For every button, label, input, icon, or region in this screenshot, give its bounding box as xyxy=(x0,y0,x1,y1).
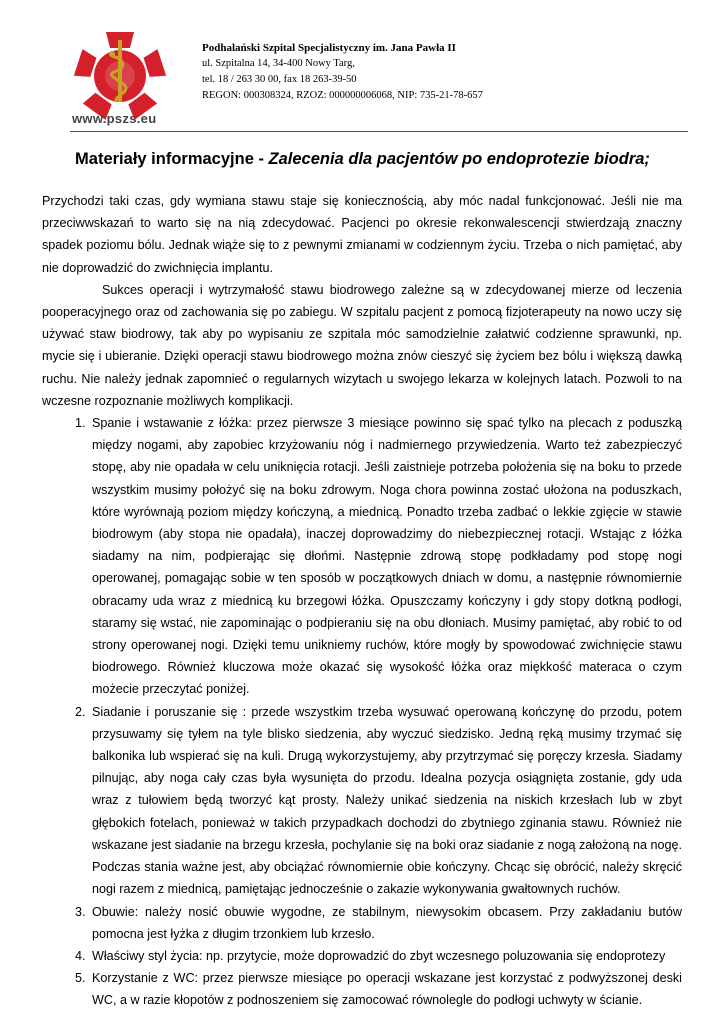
hospital-phone: tel. 18 / 263 30 00, fax 18 263-39-50 xyxy=(202,74,357,85)
title-main: Materiały informacyjne - xyxy=(75,150,269,168)
logo-website-text: www.pszs.eu xyxy=(72,111,157,126)
intro-paragraph-2: Sukces operacji i wytrzymałość stawu biodrowego zależne są w zdecydowanej mierze od leczenia pooperacyjnego oraz od zachowania się po zabiegu. W szpitalu pacjent z pomocą fizjoterapeuty na nowo uczy się używać staw biodrowy, tak aby po wypisaniu ze szpitala móc samodzielnie załatwić codzienne sprawunki, np. mycie się i ubieranie. Dzięki operacji stawu biodrowego można znów cieszyć się życiem bez bólu i większą dawką ruchu. Nie należy jednak zapomnieć o regularnych wizytach u swojego lekarza w kolejnych latach. Pozwoli to na wczesne rozpoznanie możliwych komplikacji. xyxy=(42,282,682,408)
page-title xyxy=(0,150,725,169)
recommendations-list xyxy=(42,412,682,1011)
hospital-address: ul. Szpitalna 14, 34-400 Nowy Targ, xyxy=(202,58,355,69)
header-divider xyxy=(70,131,688,132)
hospital-name: Podhalański Szpital Specjalistyczny im. Jana Pawła II xyxy=(202,42,456,54)
letterhead xyxy=(202,40,483,104)
title-subtitle: Zalecenia dla pacjentów po endoprotezie biodra; xyxy=(268,150,650,168)
list-item: 5. Korzystanie z WC: przez pierwsze miesiące po operacji wskazane jest korzystać z podwyższonej deski WC, a w razie kłopotów z podnoszeniem się zamocować równolegle do podłogi uchwyty w ścianie. xyxy=(89,967,682,1011)
list-item: 1. Spanie i wstawanie z łóżka: przez pierwsze 3 miesiące powinno się spać tylko na plecach z poduszką między nogami, aby zapobiec krzyżowaniu nóg i nadmiernego przywiedzenia. Warto też zabezpieczyć stopę, aby nie opadała w celu uniknięcia rotacji. Jeśli zaistnieje potrzeba położenia się na boku to przede wszystkim musimy położyć się na boku zdrowym. Noga chora powinna zostać ułożona na poduszkach, które wyrównają poziom między kończyną, a miednicą. Ponadto trzeba zadbać o lekkie zgięcie w stawie biodrowym (aby stopa nie opadała), inaczej doprowadzimy do niebezpiecznej rotacji. Wstając z łóżka siadamy na nim, podpierając się dłońmi. Następnie zdrową stopę podkładamy pod stopę nogi operowanej, pomagając sobie w ten sposób w początkowych dniach w domu, a następnie równomiernie obracamy uda wraz z miednicą ku brzegowi łóżka. Opuszczamy kończyny i gdy stopy dotkną podłogi, staramy się wstać, nie zapominając o podpieraniu się na obu dłoniach. Musimy pamiętać, aby robić to od strony operowanej nogi. Dzięki temu unikniemy ruchów, które mogły by spowodować zwichnięcie stawu biodrowego. Również kluczowa może okazać się wysokość łóżka oraz miękkość materaca o czym możecie przeczytać poniżej. xyxy=(89,412,682,701)
hospital-registry: REGON: 000308324, RZOZ: 000000006068, NIP: 735-21-78-657 xyxy=(202,90,483,101)
list-item: 2. Siadanie i poruszanie się : przede wszystkim trzeba wysuwać operowaną kończynę do przodu, potem przysuwamy się tyłem na tyle blisko siedzenia, aby wyczuć siedzisko. Jedną ręką musimy trzymać się balkonika lub wspierać się na kuli. Drugą wykorzystujemy, aby przytrzymać się poręczy krzesła. Siadamy pilnując, aby noga cały czas była wysunięta do przodu. Idealna pozycja osiągnięta zostanie, gdy uda wraz z tułowiem będą tworzyć kąt prosty. Należy unikać siedzenia na niskich krzesłach lub w zbyt głębokich fotelach, ponieważ w takich przypadkach dochodzi do zbytniego zginania stawu. Również nie wskazane jest siadanie na brzegu krzesła, pochylanie się na boki oraz siadanie z nogą założoną na nogę. Podczas stania ważne jest, aby obciążać równomiernie obie kończyny. Chcąc się obrócić, należy skręcić nogi razem z miednicą, pamiętając jednocześnie o zakazie wykonywania gwałtownych ruchów. xyxy=(89,701,682,901)
intro-paragraph-1: Przychodzi taki czas, gdy wymiana stawu staje się koniecznością, aby móc nadal funkcjonować. Jeśli nie ma przeciwwskazań to warto się na nią zdecydować. Pacjenci po okresie rekonwalescencji stwierdzają znaczny spadek poziomu bólu. Jednak wiąże się to z pewnymi zmianami w codziennym życiu. Trzeba o nich pamiętać, aby nie doprowadzić do zwichnięcia implantu. xyxy=(42,194,682,275)
document-body xyxy=(42,190,682,1012)
list-item: 4. Właściwy styl życia: np. przytycie, może doprowadzić do zbyt wczesnego poluzowania się endoprotezy xyxy=(89,945,682,967)
list-item: 3. Obuwie: należy nosić obuwie wygodne, ze stabilnym, niewysokim obcasem. Przy zakładaniu butów pomocna jest łyżka z długim trzonkiem lub krzesło. xyxy=(89,901,682,945)
